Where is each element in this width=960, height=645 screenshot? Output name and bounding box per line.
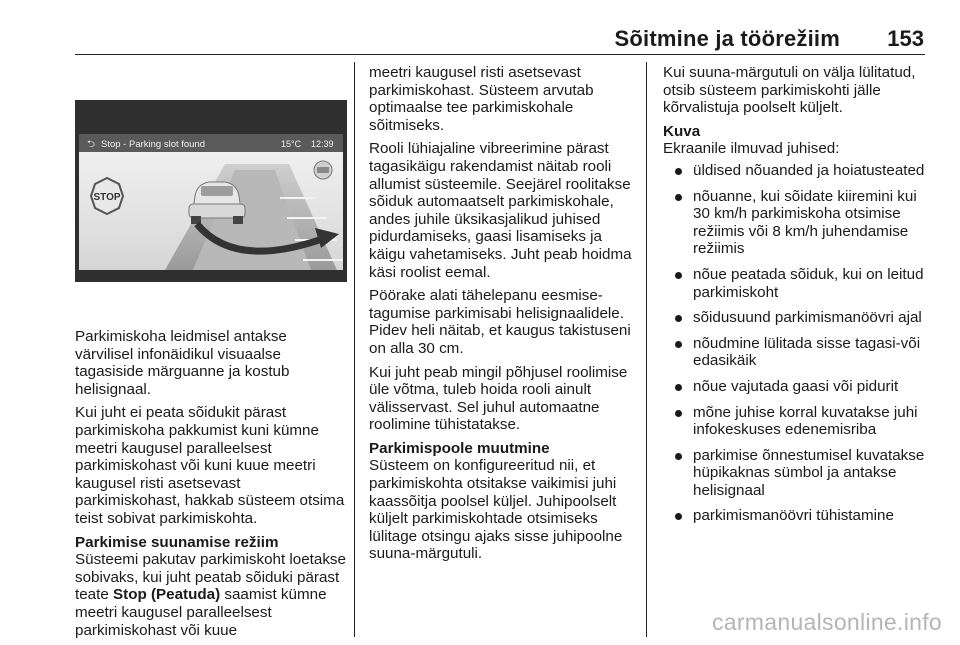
bullet-icon xyxy=(675,315,682,322)
section-heading: Parkimispoole muutmine xyxy=(369,439,550,457)
header-title: Sõitmine ja töörežiim xyxy=(614,26,840,51)
section-heading: Parkimise suunamise režiim xyxy=(75,533,279,551)
stop-message-term: Stop (Peatuda) xyxy=(113,586,221,604)
header-rule xyxy=(75,54,925,55)
column-divider xyxy=(354,62,355,637)
paragraph: Kui juht ei peata sõidukit pärast parkimiskoha pakkumist kuni kümne meetri kaugusel paralleelsest parkimiskohast või kuni kuue meetri kaugusel risti asetsevast parkimiskohast, hakkab süsteem otsima teist sobivat parkimiskohta. xyxy=(75,404,345,527)
paragraph: Parkimiskoha leidmisel antakse värvilisel infonäidikul visuaalse tagasiside märguanne ja kostub helisignaal. xyxy=(75,328,290,398)
bullet-icon xyxy=(675,513,682,520)
bullet-icon xyxy=(675,341,682,348)
temperature: 15°C xyxy=(281,139,302,149)
paragraph: Kui suuna-märgutuli on välja lülitatud, otsib süsteem parkimiskohti jälle kõrvalistuja poolselt küljelt. xyxy=(663,64,916,117)
parking-sensor-icon xyxy=(314,161,332,179)
watermark: carmanualsonline.info xyxy=(711,609,942,635)
stop-sign-icon xyxy=(91,178,123,214)
parking-display-figure xyxy=(75,100,347,282)
bullet-icon xyxy=(675,384,682,391)
list-item: sõidusuund parkimismanöövri ajal xyxy=(663,309,931,327)
bullet-icon xyxy=(675,453,682,460)
column-2 xyxy=(369,64,637,569)
paragraph: Kui juht peab mingil põhjusel roolimise üle võtma, tuleb hoida rooli ainult välisservast. Sel juhul automaatne roolimine tühistatakse. xyxy=(369,363,628,434)
instruction-list xyxy=(663,162,931,525)
list-item: mõne juhise korral kuvatakse juhi infokeskuses edenemisriba xyxy=(663,404,931,439)
parking-display-illustration xyxy=(75,100,347,282)
stop-sign-text: STOP xyxy=(93,192,121,203)
paragraph: Süsteem on konfigureeritud nii, et parkimiskohta otsitakse vaikimisi juhi kaassõitja poolsel küljel. Juhipoolselt küljelt parkimiskohtade otsimiseks lülitage otsingu ajaks sisse juhipoolne suuna-märgutuli. xyxy=(369,457,623,563)
paragraph: Pöörake alati tähelepanu eesmise-tagumise parkimisabi helisignaalidele. Pidev heli näitab, et kaugus takistuseni on alla 30 cm. xyxy=(369,287,631,357)
paragraph: Rooli lühiajaline vibreerimine pärast tagasikäigu rakendamist näitab rooli allumist süsteemile. Seejärel roolitakse sõiduk automaatselt parkimiskohale, andes juhile üksikasjalikud juhised pidurdamiseks, gaasi lisamiseks ja käigu vahetamiseks. Juht peab hoidma käsi roolist eemal. xyxy=(369,140,632,281)
paragraph: Süsteemi pakutav parkimiskoht loetakse sobivaks, kui juht peatab sõiduki pärast teate Stop (Peatuda) saamist kümne meetri kaugusel paralleelsest parkimiskohast või kuue xyxy=(75,551,346,639)
paragraph: meetri kaugusel risti asetsevast parkimiskohast. Süsteem arvutab optimaalse tee parkimiskohale sõitmiseks. xyxy=(369,64,594,134)
column-3 xyxy=(663,64,931,533)
clock-time: 12:39 xyxy=(311,139,334,149)
column-divider xyxy=(646,62,647,637)
list-item: nõue vajutada gaasi või pidurit xyxy=(663,378,931,396)
list-item: üldised nõuanded ja hoiatusteated xyxy=(663,162,931,180)
list-item: nõuanne, kui sõidate kiiremini kui 30 km/h parkimiskoha otsimise režiimis või 8 km/h juhendamise režiimis xyxy=(663,188,931,258)
bullet-icon xyxy=(675,194,682,201)
bullet-icon xyxy=(675,168,682,175)
status-title: Stop - Parking slot found xyxy=(101,139,206,150)
page-number: 153 xyxy=(887,26,924,51)
bullet-icon xyxy=(675,272,682,279)
bullet-icon xyxy=(675,410,682,417)
list-item: parkimismanöövri tühistamine xyxy=(663,507,931,525)
column-1 xyxy=(75,64,347,645)
list-item: nõudmine lülitada sisse tagasi-või edasikäik xyxy=(663,335,931,370)
car-icon xyxy=(189,182,245,224)
list-item: nõue peatada sõiduk, kui on leitud parkimiskoht xyxy=(663,266,931,301)
list-intro: Ekraanile ilmuvad juhised: xyxy=(663,140,840,158)
list-item: parkimise õnnestumisel kuvatakse hüpikaknas sümbol ja antakse helisignaal xyxy=(663,447,931,500)
section-heading: Kuva xyxy=(663,122,701,140)
back-arrow-icon: ⮌ xyxy=(87,139,96,150)
